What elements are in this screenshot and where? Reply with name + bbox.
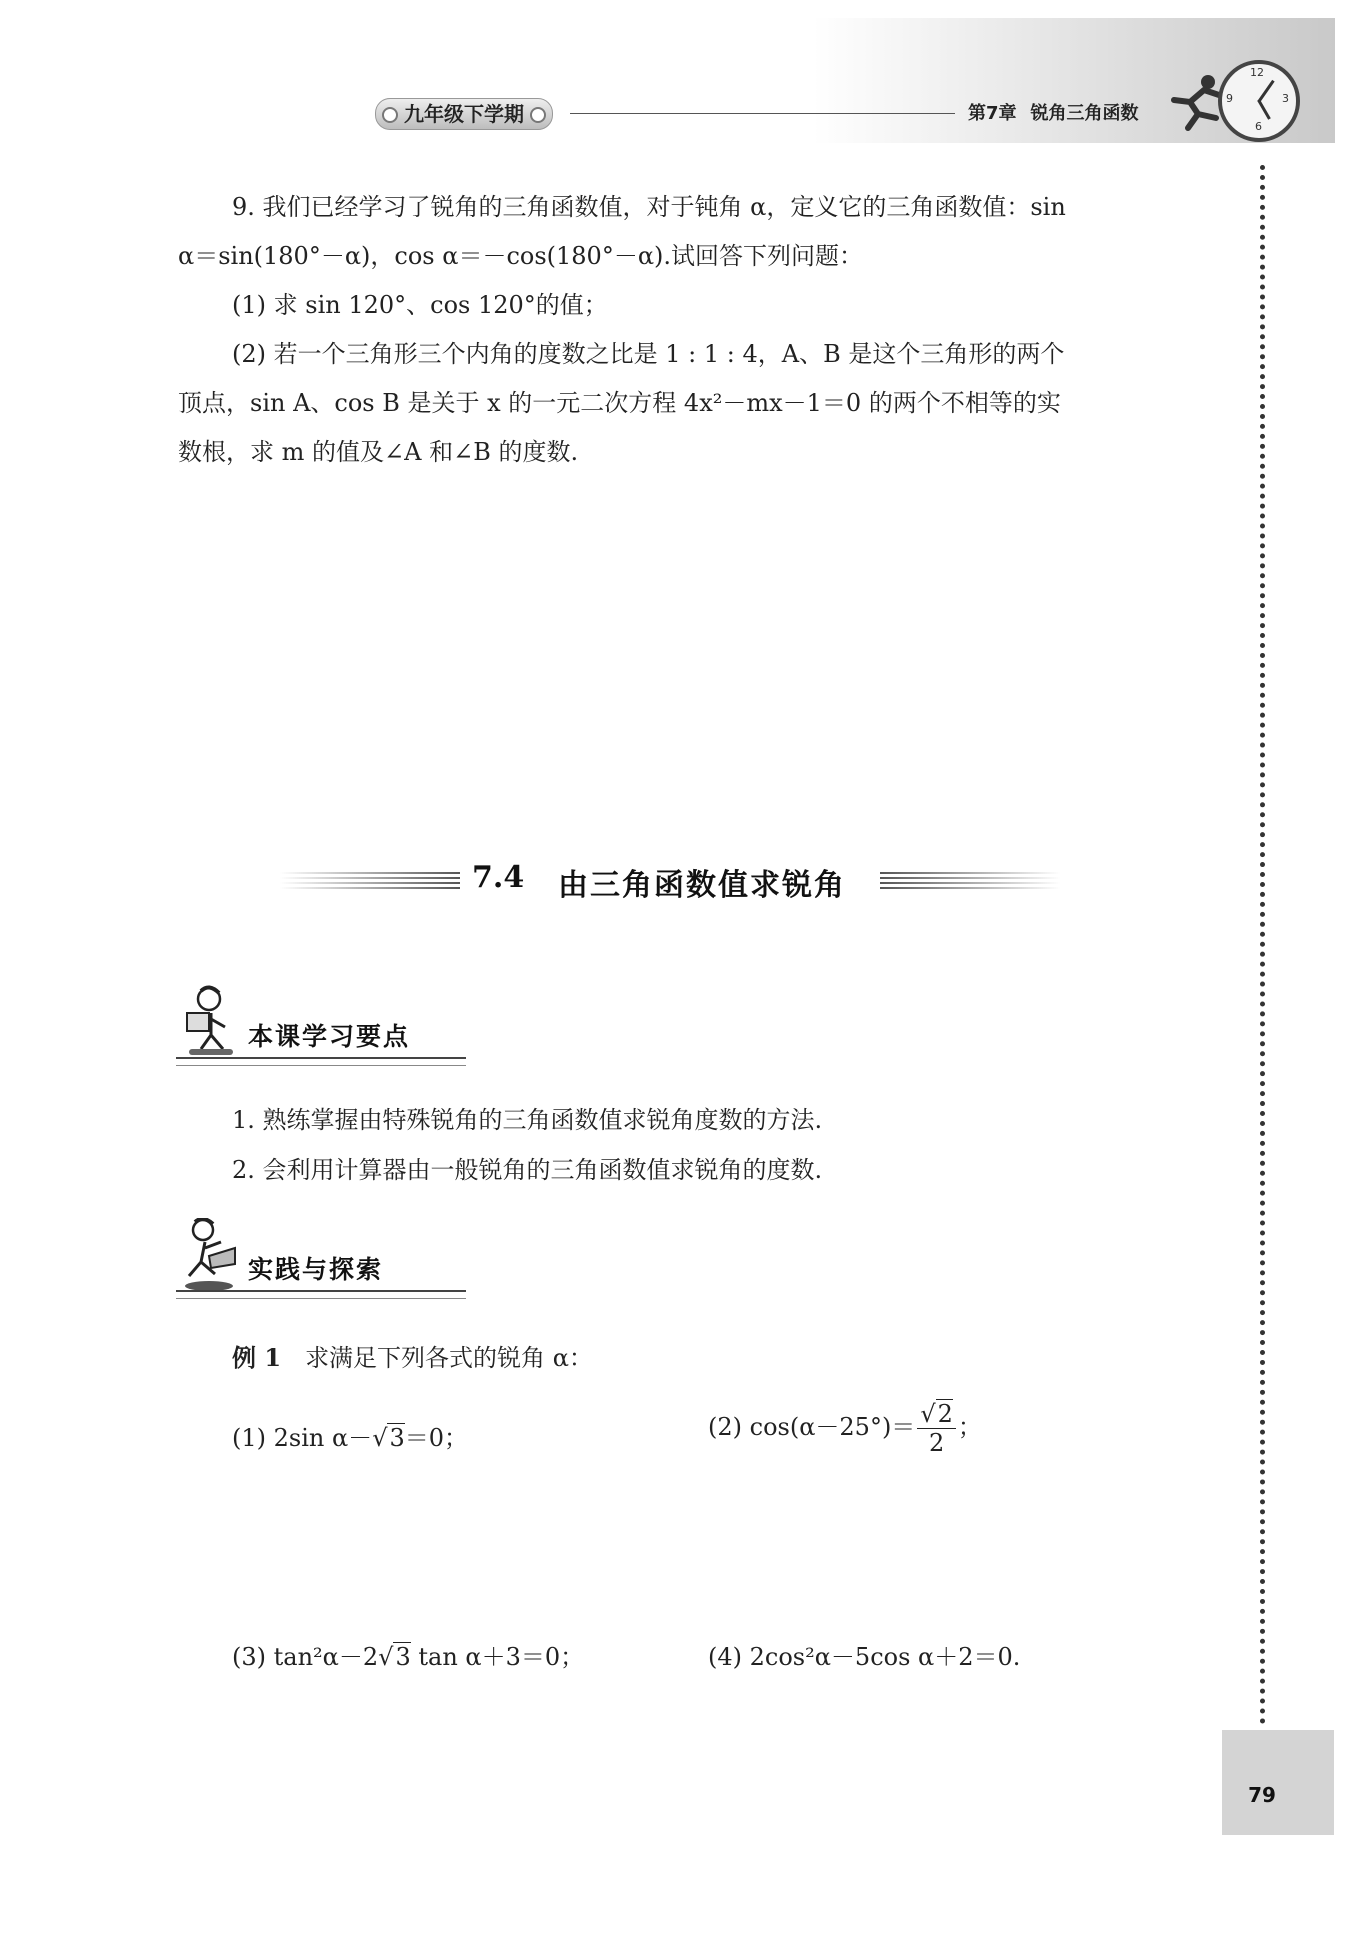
example-label: 例 1	[232, 1343, 282, 1372]
problem9-part2-line3: 数根，求 m 的值及∠A 和∠B 的度数.	[178, 438, 579, 466]
equation-4: (4) 2cos²α－5cos α＋2＝0.	[708, 1643, 1021, 1671]
key-points-underline	[176, 1057, 466, 1066]
page-number: 79	[1248, 1783, 1276, 1807]
margin-dotted-rule	[1260, 165, 1265, 1725]
clock-compass-icon: 12 3 6 9	[1218, 60, 1300, 142]
practice-badge	[176, 1218, 476, 1308]
problem9-line1: 9. 我们已经学习了锐角的三角函数值，对于钝角 α，定义它的三角函数值：sin	[232, 193, 1066, 221]
heading-stripes-left	[280, 872, 460, 892]
problem9-part1: (1) 求 sin 120°、cos 120°的值；	[232, 291, 608, 319]
heading-stripes-right	[880, 872, 1060, 892]
pill-left-dot	[382, 107, 398, 123]
chapter-heading	[968, 99, 1139, 125]
reading-student-icon	[181, 985, 236, 1060]
problem9-line2: α＝sin(180°－α)，cos α＝－cos(180°－α).试回答下列问题：	[178, 242, 864, 270]
example-text: 求满足下列各式的锐角 α：	[305, 1344, 593, 1372]
equation-2-suffix: ；	[957, 1413, 982, 1441]
practice-underline	[176, 1290, 466, 1299]
section-title: 由三角函数值求锐角	[558, 868, 846, 903]
problem9-part2-line2: 顶点，sin A、cos B 是关于 x 的一元二次方程 4x²－mx－1＝0 的两个不相等的实	[178, 389, 1061, 417]
key-point-item: 1. 熟练掌握由特殊锐角的三角函数值求锐角度数的方法.	[232, 1106, 823, 1134]
equation-2-prefix: (2) cos(α－25°)＝	[708, 1413, 916, 1441]
grade-text: 九年级下学期	[404, 102, 524, 126]
equation-2-numerator: 2	[937, 1400, 953, 1428]
equation-2-fraction: $\frac{√2}{2}$	[917, 1400, 956, 1457]
header-band	[30, 18, 1335, 143]
key-point-item: 2. 会利用计算器由一般锐角的三角函数值求锐角的度数.	[232, 1156, 823, 1184]
equation-2-denominator: 2	[928, 1429, 945, 1457]
section-number: 7.4	[472, 860, 525, 895]
key-points-badge	[176, 985, 476, 1075]
equation-3-radicand: 3	[395, 1643, 411, 1671]
practice-heading: 实践与探索	[248, 1255, 384, 1284]
pill-right-dot	[530, 107, 546, 123]
section-heading	[280, 860, 1080, 904]
equation-3: (3) tan²α－2√3 tan α＋3＝0；	[232, 1643, 585, 1671]
example-1	[232, 1338, 593, 1373]
equation-1: (1) 2sin α－√3＝0；	[232, 1424, 469, 1452]
equation-1-suffix: ＝0；	[404, 1424, 469, 1452]
grade-label	[375, 98, 553, 130]
key-points-heading: 本课学习要点	[248, 1022, 411, 1051]
chapter-number: 第7章	[968, 103, 1017, 124]
equation-3-suffix: tan α＋3＝0；	[418, 1643, 585, 1671]
header-rule	[570, 113, 955, 114]
equation-2	[708, 1400, 982, 1457]
equation-1-prefix: (1) 2sin α－	[232, 1424, 373, 1452]
running-student-icon	[181, 1218, 236, 1293]
chapter-title: 锐角三角函数	[1030, 103, 1139, 124]
equation-1-radicand: 3	[389, 1424, 405, 1452]
equation-3-prefix: (3) tan²α－2	[232, 1643, 379, 1671]
problem9-part2-line1: (2) 若一个三角形三个内角的度数之比是 1 : 1 : 4，A、B 是这个三角形的两个	[232, 340, 1065, 368]
